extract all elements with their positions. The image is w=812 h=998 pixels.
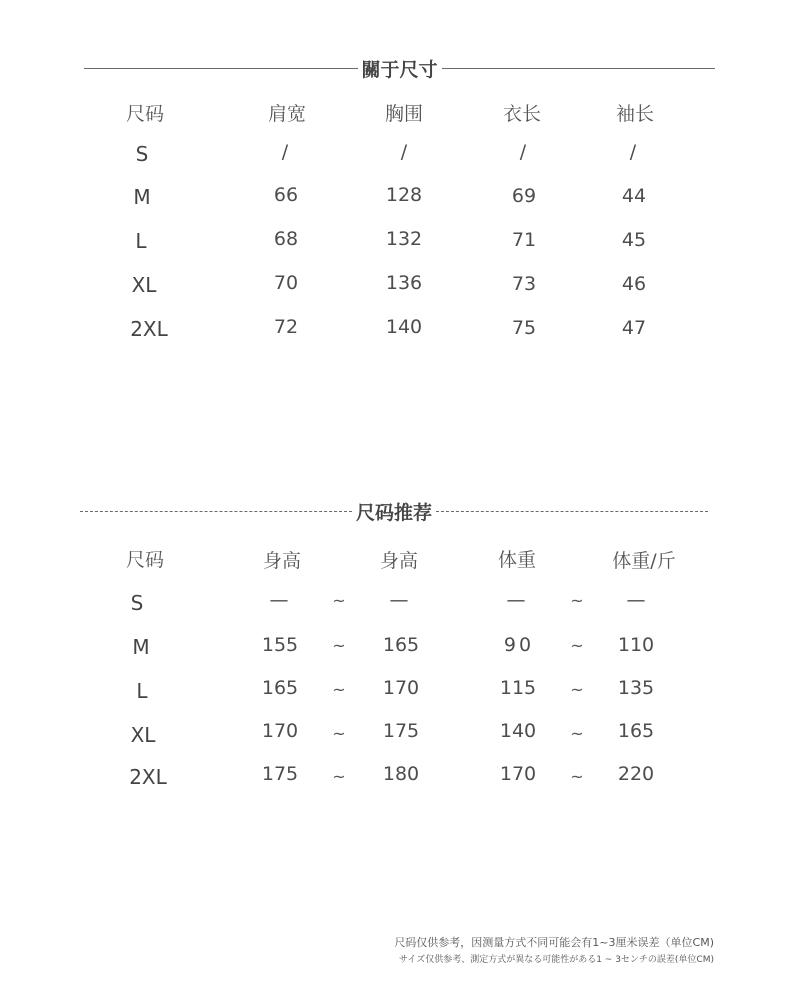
weight-max-value: 220 [617, 763, 655, 785]
sleeve-value: 46 [621, 273, 647, 295]
height-min-value: — [269, 589, 289, 611]
size-label: XL [130, 723, 156, 747]
chest-value: 140 [385, 316, 423, 338]
height-max-value: 170 [382, 677, 420, 699]
shoulder-value: 72 [273, 316, 299, 338]
sleeve-value: 44 [621, 185, 647, 207]
header-weight-max: 体重/斤 [612, 550, 676, 572]
range-tilde: ~ [332, 767, 346, 786]
range-tilde: ~ [570, 724, 584, 743]
size-label: L [135, 229, 147, 253]
length-value: / [519, 141, 527, 163]
chest-value: 132 [385, 228, 423, 250]
size-label: L [136, 679, 148, 703]
size-label: S [135, 142, 149, 166]
height-min-value: 165 [261, 677, 299, 699]
height-min-value: 155 [261, 634, 299, 656]
size-section-heading [84, 55, 715, 82]
size-label: M [133, 185, 151, 209]
length-value: 73 [511, 273, 537, 295]
header-size: 尺码 [125, 549, 165, 571]
height-max-value: 180 [382, 763, 420, 785]
height-min-value: 170 [261, 720, 299, 742]
shoulder-value: 70 [273, 272, 299, 294]
sleeve-value: / [629, 141, 637, 163]
shoulder-value: / [281, 141, 289, 163]
sleeve-value: 45 [621, 229, 647, 251]
shoulder-value: 68 [273, 228, 299, 250]
size-label: 2XL [129, 765, 167, 789]
height-max-value: 165 [382, 634, 420, 656]
heading-rule-left [80, 511, 352, 512]
weight-min-value: 115 [499, 677, 537, 699]
header-length: 衣长 [502, 103, 542, 125]
range-tilde: ~ [332, 680, 346, 699]
weight-max-value: 135 [617, 677, 655, 699]
recommend-section-heading [80, 498, 708, 525]
length-value: 71 [511, 229, 537, 251]
weight-min-value: 140 [499, 720, 537, 742]
range-tilde: ~ [332, 591, 346, 610]
weight-max-value: — [626, 589, 646, 611]
range-tilde: ~ [570, 591, 584, 610]
range-tilde: ~ [570, 767, 584, 786]
heading-rule-left [84, 68, 358, 69]
range-tilde: ~ [570, 680, 584, 699]
length-value: 69 [511, 185, 537, 207]
chest-value: / [400, 141, 408, 163]
size-label: 2XL [130, 317, 168, 341]
shoulder-value: 66 [273, 184, 299, 206]
header-size: 尺码 [125, 103, 165, 125]
header-height-max: 身高 [379, 550, 419, 572]
weight-min-value: 90 [503, 634, 535, 656]
weight-min-value: 170 [499, 763, 537, 785]
header-height-min: 身高 [262, 550, 302, 572]
length-value: 75 [511, 317, 537, 339]
range-tilde: ~ [332, 724, 346, 743]
size-section-title: 關于尺寸 [361, 59, 438, 81]
header-sleeve: 袖长 [615, 103, 655, 125]
weight-max-value: 110 [617, 634, 655, 656]
range-tilde: ~ [332, 636, 346, 655]
heading-rule-right [442, 68, 716, 69]
sleeve-value: 47 [621, 317, 647, 339]
heading-rule-right [436, 511, 708, 512]
size-label: M [132, 635, 150, 659]
weight-min-value: — [506, 589, 526, 611]
header-weight-min: 体重 [497, 549, 537, 571]
footnote-japanese: サイズ仅供参考、測定方式が異なる可能性がある1 ~ 3センチの誤差(单位CM) [398, 955, 714, 965]
header-chest: 胸围 [384, 103, 424, 125]
weight-max-value: 165 [617, 720, 655, 742]
range-tilde: ~ [570, 636, 584, 655]
chest-value: 128 [385, 184, 423, 206]
size-label: S [130, 591, 144, 615]
footnote-chinese: 尺码仅供参考，因测量方式不同可能会有1~3厘米误差（单位CM) [394, 936, 714, 949]
height-min-value: 175 [261, 763, 299, 785]
height-max-value: 175 [382, 720, 420, 742]
recommend-section-title: 尺码推荐 [356, 502, 433, 524]
height-max-value: — [389, 589, 409, 611]
size-label: XL [131, 273, 157, 297]
chest-value: 136 [385, 272, 423, 294]
header-shoulder: 肩宽 [267, 103, 307, 125]
